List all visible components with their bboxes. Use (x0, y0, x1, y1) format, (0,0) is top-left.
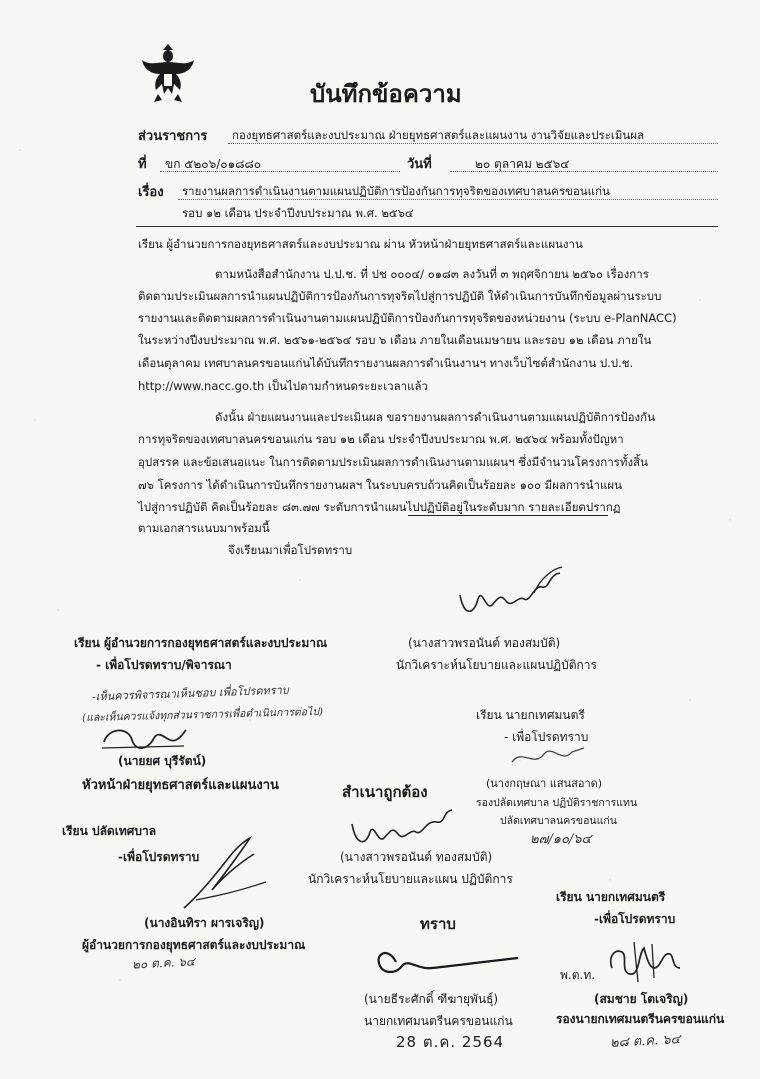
para2-line: ๗๖ โครงการ ได้ดำเนินการบันทึกรายงานผลฯ ในระบบครบถ้วนคิดเป็นร้อยละ ๑๐๐ มีผลการนำแผน (138, 478, 622, 492)
b1-line2: - เพื่อโปรดทราบ/พิจารณา (96, 658, 232, 672)
mayor-date-stamp: 28 ต.ค. 2564 (396, 1033, 505, 1051)
para1-line: ในระหว่างปีงบประมาณ พ.ศ. ๒๕๖๑-๒๕๖๔ รอบ ๖ เดือน ภายในเดือนเมษายน และรอบ ๑๒ เดือน ภายใน (138, 333, 652, 347)
b2-title-1: รองปลัดเทศบาล ปฏิบัติราชการแทน (476, 797, 638, 809)
para1-line: เดือนตุลาคม เทศบาลนครขอนแก่นได้บันทึกรายงานผลการดำเนินงานฯ ทางเว็บไซต์สำนักงาน ป.ป.ช. (138, 356, 634, 370)
b3-title: ผู้อำนวยการกองยุทธศาสตร์และงบประมาณ (82, 938, 306, 952)
b3-line1: เรียน ปลัดเทศบาล (62, 824, 157, 838)
b4-name: (สมชาย โตเจริญ) (594, 992, 689, 1006)
agency-label: ส่วนราชการ (138, 129, 208, 144)
mayor-name: (นายธีระศักดิ์ ฑีฆายุพันธุ์) (364, 992, 499, 1006)
para1-line: รายงานและติดตามผลการดำเนินงานตามแผนปฏิบัติการป้องกันการทุจริตของหน่วยงาน (ระบบ e-PlanNACC) (138, 311, 677, 325)
para2-line: อุปสรรค และข้อเสนอแนะ ในการติดตามประเมินผลการดำเนินงานตามแผนฯ ซึ่งมีจำนวนโครงการทั้งสิ้น (138, 455, 648, 469)
signature-b4 (600, 938, 690, 988)
garuda-emblem (140, 44, 196, 104)
b2-line2: - เพื่อโปรดทราบ (504, 730, 589, 744)
b4-line1: เรียน นายกเทศมนตรี (556, 890, 666, 904)
signature-b2 (508, 742, 588, 772)
b3-handwritten-date: ๒๐ ต.ค. ๖๔ (131, 954, 196, 972)
b4-handwritten-date: ๒๘ ต.ค. ๖๔ (609, 1032, 681, 1051)
signer1-title: นักวิเคราะห์นโยบายและแผนปฏิบัติการ (396, 658, 597, 672)
signature-main (452, 565, 572, 625)
signature-b3 (176, 834, 276, 914)
para2-line: ดังนั้น ฝ่ายแผนงานและประเมินผล ขอรายงานผลการดำเนินงานตามแผนปฏิบัติการป้องกัน (215, 410, 655, 424)
b2-name: (นางกฤษณา แสนสอาด) (486, 777, 603, 790)
agency-value: กองยุทธศาสตร์และงบประมาณ ฝ่ายยุทธศาสตร์และแผนงาน งานวิจัยและประเมินผล (232, 128, 645, 142)
b3-name: (นางอินทิรา ผารเจริญ) (144, 916, 265, 930)
acknowledged: ทราบ (420, 915, 456, 933)
para2-line: ไปสู่การปฏิบัติ คิดเป็นร้อยละ ๘๓.๗๗ ระดับการนำแผนไปปฏิบัติอยู่ในระดับมาก รายละเอียดปรากฏ (138, 500, 621, 514)
b3-line2: -เพื่อโปรดทราบ (118, 850, 200, 864)
header-line-date (450, 171, 718, 172)
para1-line: ติดตามประเมินผลการนำแผนปฏิบัติการป้องกันการทุจริตไปสู่การปฏิบัติ ให้ดำเนินการบันทึกข้อมูลผ่านระบบ (138, 289, 662, 303)
signature-mayor (372, 932, 522, 988)
date-label: วันที่ (407, 157, 432, 172)
b1-name: (นายยศ บุรีรัตน์) (118, 754, 207, 768)
underline-emphasis (408, 515, 608, 516)
para2-line: การทุจริตของเทศบาลนครขอนแก่น รอบ ๑๒ เดือน ประจำปีงบประมาณ พ.ศ. ๒๕๖๔ พร้อมทั้งปัญหา (138, 432, 624, 446)
ref-label: ที่ (138, 157, 147, 172)
para1-line: ตามหนังสือสำนักงาน ป.ป.ช. ที่ ปช ๐๐๐๔/ ๐๑๘๓ ลงวันที่ ๓ พฤศจิกายน ๒๕๖๐ เรื่องการ (215, 267, 649, 281)
header-line-agency (228, 143, 718, 144)
b1-handwritten-note-1: -เห็นควรพิจารณาเห็นชอบ เพื่อโปรดทราบ (91, 683, 290, 704)
subject-line-1: รายงานผลการดำเนินงานตามแผนปฏิบัติการป้องกันการทุจริตของเทศบาลนครขอนแก่น (182, 184, 610, 198)
mayor-title: นายกเทศมนตรีนครขอนแก่น (364, 1014, 513, 1028)
b2-handwritten-date: ๒๗/๑๐/๖๔ (530, 832, 592, 847)
memo-title: บันทึกข้อความ (310, 80, 462, 108)
signer1-name: (นางสาวพรอนันต์ ทองสมบัติ) (408, 636, 561, 650)
header-line-subject (178, 199, 718, 200)
copy-signer-title: นักวิเคราะห์นโยบายและแผน ปฏิบัติการ (308, 872, 513, 886)
b2-line1: เรียน นายกเทศมนตรี (476, 708, 585, 722)
ref-value: ขก ๕๒๐๖/๐๑๘๘๐ (165, 157, 262, 171)
date-value: ๒๐ ตุลาคม ๒๕๖๔ (475, 157, 570, 171)
copy-signer-name: (นางสาวพรอนันต์ ทองสมบัติ) (340, 850, 493, 864)
b4-line2: -เพื่อโปรดทราบ (594, 912, 676, 926)
b1-handwritten-note-2: (และเห็นควรแจ้งทุกส่วนราชการเพื่อดำเนินการต่อไป) (81, 705, 324, 725)
b4-title: รองนายกเทศมนตรีนครขอนแก่น (556, 1012, 725, 1026)
salutation: เรียน ผู้อำนวยการกองยุทธศาสตร์และงบประมาณ ผ่าน หัวหน้าฝ่ายยุทธศาสตร์และแผนงาน (138, 237, 583, 251)
b1-line1: เรียน ผู้อำนวยการกองยุทธศาสตร์และงบประมาณ (74, 636, 328, 650)
b4-prefix: พ.ต.ท. (560, 968, 596, 982)
para2-line: ตามเอกสารแนบมาพร้อมนี้ (138, 521, 270, 535)
closing: จึงเรียนมาเพื่อโปรดทราบ (228, 543, 353, 557)
subject-label: เรื่อง (138, 185, 164, 200)
b1-title: หัวหน้าฝ่ายยุทธศาสตร์และแผนงาน (82, 778, 279, 793)
header-rule (136, 226, 718, 227)
b2-title-2: ปลัดเทศบาลนครขอนแก่น (500, 815, 617, 827)
header-line-ref (160, 171, 400, 172)
subject-line-2: รอบ ๑๒ เดือน ประจำปีงบประมาณ พ.ศ. ๒๕๖๔ (182, 206, 414, 220)
signature-copy (346, 806, 456, 854)
para1-line: http://www.nacc.go.th เป็นไปตามกำหนดระยะเวลาแล้ว (138, 379, 429, 393)
copy-certified: สำเนาถูกต้อง (342, 783, 428, 801)
